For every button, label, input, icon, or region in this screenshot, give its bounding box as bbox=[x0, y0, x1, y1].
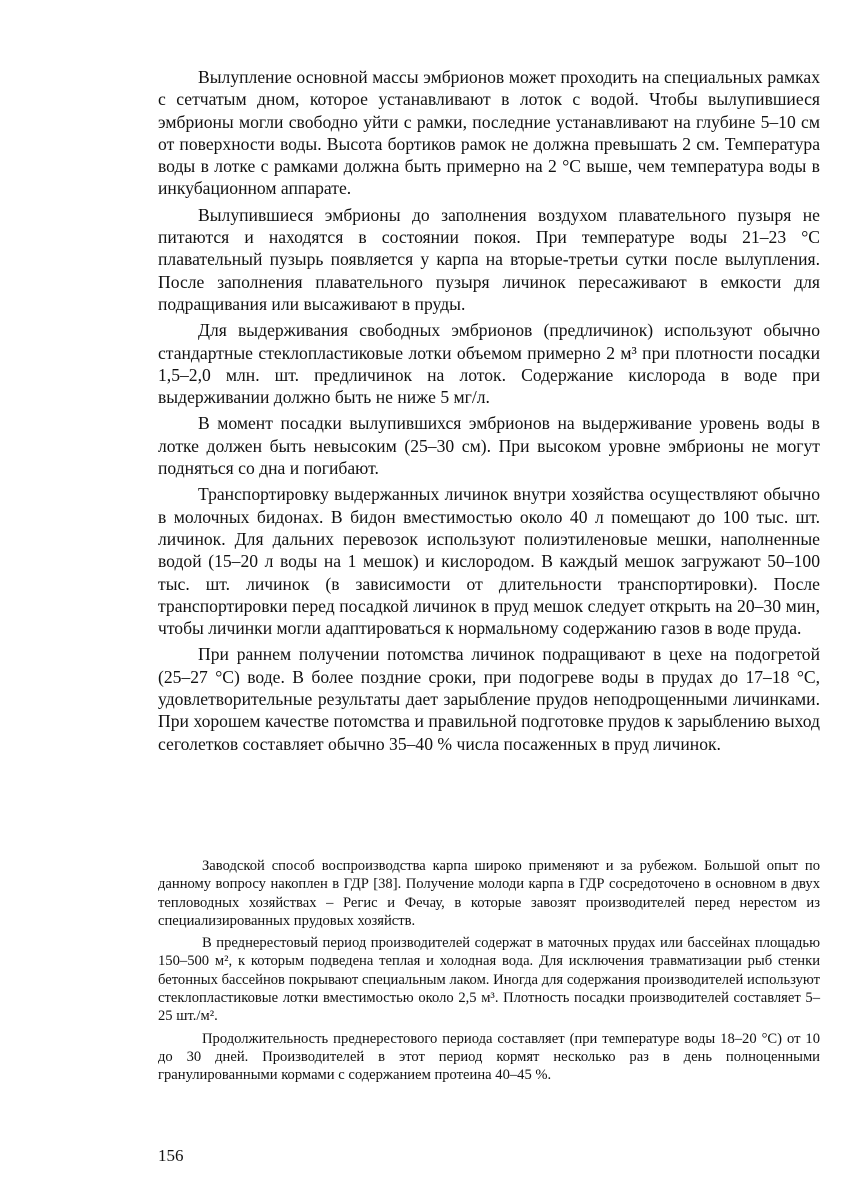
paragraph: Транспортировку выдержанных личинок внутри хозяйства осуществляют обычно в молочных бидонах. В бидон вместимостью около 40 л помещают до 100 тыс. шт. личинок. Для дальних перевозок используют полиэтиленовые мешки, наполненные водой (15–20 л воды на 1 мешок) и кислородом. В каждый мешок загружают 50–100 тыс. шт. личинок (в зависимости от длительности транспортировки). После транспортировки перед посадкой личинок в пруд мешок следует открыть на 20–30 мин, чтобы личинки могли адаптироваться к нормальному содержанию газов в воде пруда. bbox=[158, 484, 820, 639]
paragraph: Для выдерживания свободных эмбрионов (предличинок) используют обычно стандартные стеклопластиковые лотки объемом примерно 2 м³ при плотности посадки 1,5–2,0 млн. шт. предличинок на лоток. Содержание кислорода в воде при выдерживании должно быть не ниже 5 мг/л. bbox=[158, 320, 820, 408]
small-paragraph: Заводской способ воспроизводства карпа широко применяют и за рубежом. Большой опыт по данному вопросу накоплен в ГДР [38]. Получение молоди карпа в ГДР сосредоточено в основном в двух тепловодных хозяйствах – Регис и Фечау, в которые завозят производителей перед нерестом из специализированных прудовых хозяйств. bbox=[158, 858, 820, 929]
main-text bbox=[158, 66, 820, 759]
paragraph: Вылупление основной массы эмбрионов может проходить на специальных рамках с сетчатым дном, которое устанавливают в лоток с водой. Чтобы вылупившиеся эмбрионы могли свободно уйти с рамки, последние устанавливают на глубине 5–10 см от поверхности воды. Высота бортиков рамок не должна превышать 2 см. Температура воды в лотке с рамками должна быть примерно на 2 °С выше, чем температура воды в инкубационном аппарате. bbox=[158, 67, 820, 199]
paragraph: Вылупившиеся эмбрионы до заполнения воздухом плавательного пузыря не питаются и находятся в состоянии покоя. При температуре воды 21–23 °С плавательный пузырь появляется у карпа на вторые-третьи сутки после вылупления. После заполнения плавательного пузыря личинок пересаживают в емкости для подращивания или высаживают в пруды. bbox=[158, 204, 820, 314]
paragraph: В момент посадки вылупившихся эмбрионов на выдерживание уровень воды в лотке должен быть невысоким (25–30 см). При высоком уровне эмбрионы не могут подняться со дна и погибают. bbox=[158, 413, 820, 479]
small-paragraph: Продолжительность преднерестового периода составляет (при температуре воды 18–20 °С) от 10 до 30 дней. Производителей в этот период кормят несколько раз в день полноценными гранулированными кормами с содержанием протеина 40–45 %. bbox=[158, 1030, 820, 1084]
page-number: 156 bbox=[158, 1146, 184, 1165]
paragraph: При раннем получении потомства личинок подращивают в цехе на подогретой (25–27 °С) воде. В более поздние сроки, при подогреве воды в прудах до 17–18 °С, удовлетворительные результаты дает зарыбление прудов неподрощенными личинками. При хорошем качестве потомства и правильной подготовке прудов к зарыблению выход сеголетков составляет обычно 35–40 % числа посаженных в пруд личинок. bbox=[158, 644, 820, 754]
small-paragraph: В преднерестовый период производителей содержат в маточных прудах или бассейнах площадью 150–500 м², к которым подведена теплая и холодная вода. Для исключения травматизации рыб стенки бетонных бассейнов покрывают специальным лаком. Иногда для содержания производителей используют стеклопластиковые лотки вместимостью около 2,5 м³. Плотность посадки производителей составляет 5–25 шт./м². bbox=[158, 935, 820, 1025]
small-print-section bbox=[158, 857, 820, 1089]
